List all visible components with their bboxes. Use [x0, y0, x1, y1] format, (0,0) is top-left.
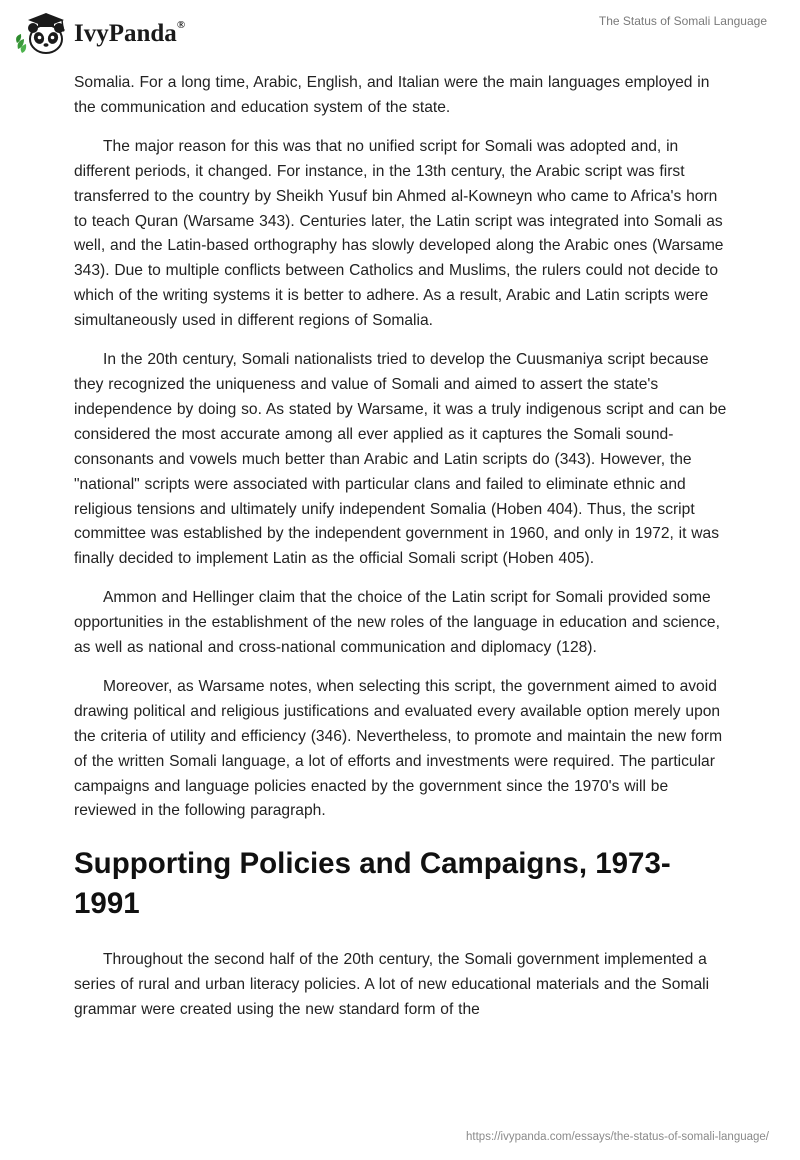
page-header: [0, 0, 800, 70]
paragraph: Throughout the second half of the 20th century, the Somali government implemented a series of rural and urban literacy policies. A lot of new educational materials and the Somali grammar were created using the new standard form of the: [74, 951, 710, 1019]
paragraph: The major reason for this was that no unified script for Somali was adopted and, in different periods, it changed. For instance, in the 13th century, the Arabic script was first transferred to the country by Sheikh Yusuf bin Ahmed al-Kowneyn who came to Africa's horn to teach Quran (Warsame 343). Centuries later, the Latin script was integrated into Somali as well, and the Latin-based orthography has slowly developed along the Arabic ones (Warsame 343). Due to multiple conflicts between Catholics and Muslims, the rulers could not decide to which of the writing systems it is better to adhere. As a result, Arabic and Latin scripts were simultaneously used in different regions of Somalia.: [74, 137, 724, 330]
panda-graduate-icon: [14, 9, 70, 57]
ivypanda-logo[interactable]: [14, 9, 185, 57]
paragraph: Ammon and Hellinger claim that the choice of the Latin script for Somali provided some opportunities in the establishment of the new roles of the language in education and science, as well as national and cross-national communication and diplomacy (128).: [74, 589, 720, 657]
registered-mark: ®: [176, 18, 186, 31]
document-title: The Status of Somali Language: [598, 14, 767, 28]
source-url[interactable]: https://ivypanda.com/essays/the-status-of-somali-language/: [466, 1131, 769, 1143]
logo-text: IvyPanda®: [74, 18, 186, 47]
paragraph: Somalia. For a long time, Arabic, English, and Italian were the main languages employed in the communication and education system of the state.: [74, 74, 710, 116]
paragraph: In the 20th century, Somali nationalists tried to develop the Cuusmaniya script because they recognized the uniqueness and value of Somali and aimed to assert the state's independence by doing so. As stated by Warsame, it was a truly indigenous script and can be considered the most accurate among all ever applied as it captures the Somali sound-consonants and vowels much better than Arabic and Latin scripts do (343). However, the "national" scripts were associated with particular clans and failed to eliminate ethnic and religious tensions and ultimately unify independent Somalia (Hoben 404). Thus, the script committee was established by the independent government in 1960, and only in 1972, it was finally decided to implement Latin as the official Somali script (Hoben 405).: [74, 351, 727, 568]
section-heading: Supporting Policies and Campaigns, 1973-1991: [74, 847, 671, 921]
essay-content: [74, 71, 728, 1037]
paragraph: Moreover, as Warsame notes, when selecting this script, the government aimed to avoid drawing political and religious justifications and evaluated every available option merely upon the criteria of utility and efficiency (346). Nevertheless, to promote and maintain the new form of the written Somali language, a lot of efforts and investments were required. The particular campaigns and language policies enacted by the government since the 1970's will be reviewed in the following paragraph.: [74, 677, 723, 820]
